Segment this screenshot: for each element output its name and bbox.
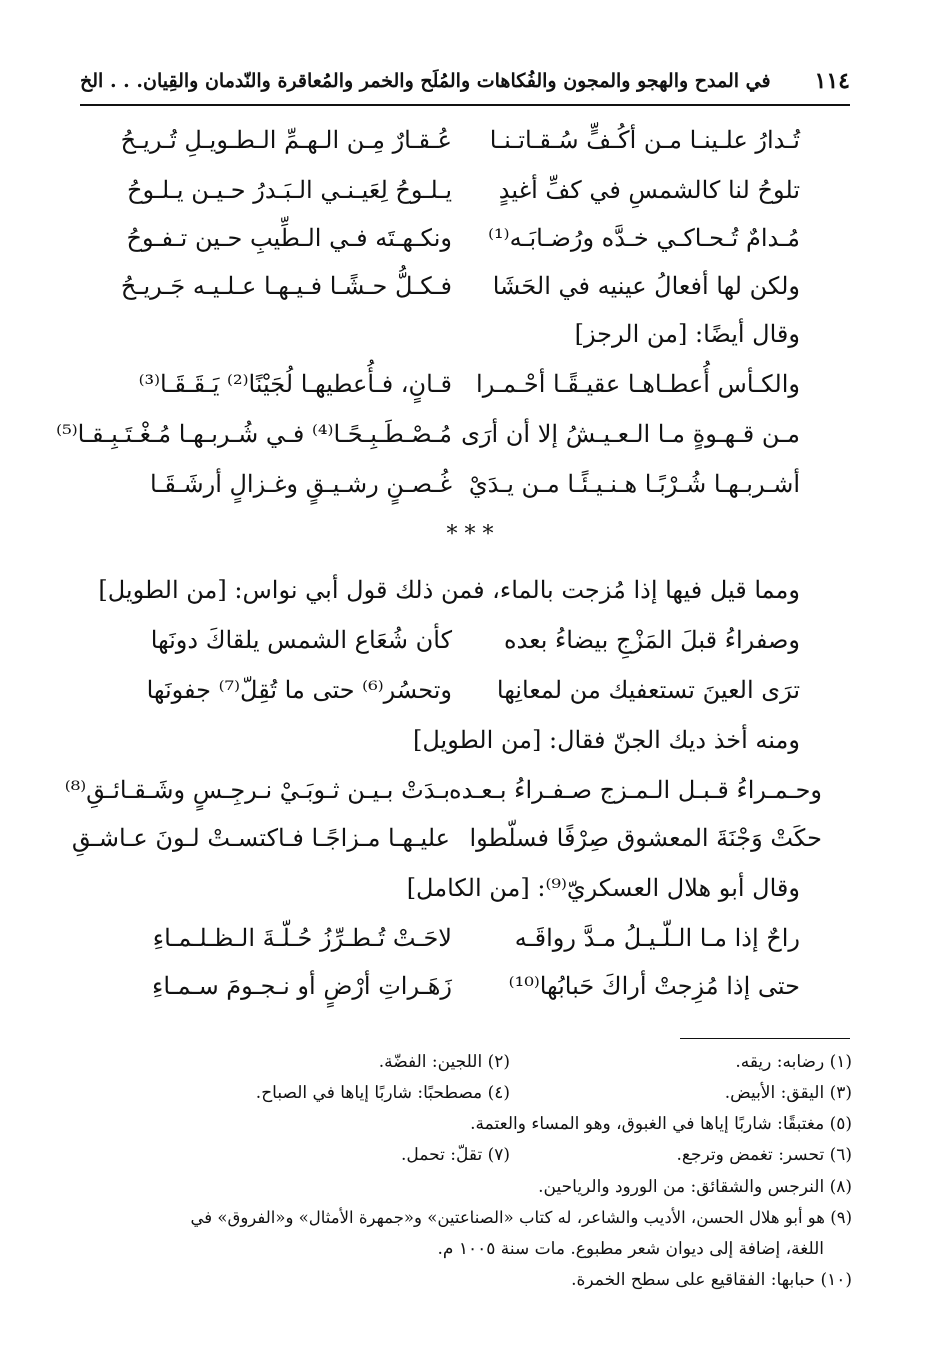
footnote-7: (٧) تقلّ: تحمل. [401, 1145, 510, 1165]
verse-right-hemistich: تُـدارُ علـينـا مـن أكُـفٍّ سُـقـاتـنـا [489, 126, 800, 154]
verse-left-hemistich: لاحَـتْ تُـطـرِّزُ حُـلّـةَ الـظـلـمـاءِ [152, 924, 452, 952]
footnote-10: (١٠) حبابها: الفقاقيع على سطح الخمرة. [571, 1270, 852, 1290]
verse-left-hemistich: وتحسُر⁽⁶⁾ حتى ما تُقِلّ⁽⁷⁾ جفونَها [146, 676, 452, 704]
footnote-4: (٤) مصطحبًا: شاربًا إياها في الصباح. [255, 1083, 510, 1103]
verse-left-hemistich: فـكـلُّ حـشًـا فـيـهـا عـلـيـه جَـريـحُ [120, 272, 452, 300]
footnote-rule [680, 1038, 850, 1039]
footnote-2: (٢) اللجين: الفضّة. [378, 1052, 510, 1072]
intro-line: ومما قيل فيها إذا مُزجت بالماء، فمن ذلك قول أبي نواس: [من الطويل] [98, 576, 800, 604]
footnote-9-continued: اللغة، إضافة إلى ديوان شعر مطبوع. مات سنة ١٠٠٥ م. [437, 1239, 824, 1259]
verse-left-hemistich: ونكـهـتَه فـي الـطِّيبِ حـين تـفـوحُ [126, 224, 452, 252]
verse-left-hemistich: زَهَـراتِ أرْضٍ أو نـجـومَ سـمـاءِ [152, 972, 452, 1000]
footnote-9: (٩) هو أبو هلال الحسن، الأديب والشاعر، له كتاب «الصناعتين» و«جمهرة الأمثال» و«الفروق» في [190, 1208, 852, 1227]
verse-right-hemistich: أشـربـهـا شُـرْبًـا هـنـيـئًـا مـن يـدَيْ [468, 470, 800, 498]
verse-right-hemistich: وحـمـراءُ قـبـل الـمـزج صـفـراءُ بـعـده [449, 776, 822, 804]
verse-right-hemistich: حكَتْ وَجْنَةَ المعشوق صِرْفًا فسلّطوا [469, 824, 822, 852]
footnote-1: (١) رضابه: ريقه. [735, 1052, 852, 1072]
intro-line: وقال أيضًا: [من الرجز] [574, 320, 800, 348]
footnote-6: (٦) تحسر: تغمض وترجع. [676, 1145, 852, 1165]
verse-right-hemistich: حتى إذا مُزِجتْ أراكَ حَبابُها⁽¹⁰⁾ [508, 972, 800, 1000]
footnote-8: (٨) النرجس والشقائق: من الورود والرياحين. [538, 1177, 852, 1197]
verse-left-hemistich: بـدَتْ بـيـن ثـوبَـيْ نـرجِـسٍ وشَـقـائـقِ⁽⁸⁾ [64, 776, 450, 804]
header-rule [80, 104, 850, 106]
verse-right-hemistich: مُـدامٌ تُـحـاكـي خـدَّه ورُضـابَـه⁽¹⁾ [488, 224, 800, 252]
intro-line: ومنه أخذ ديك الجنّ فقال: [من الطويل] [413, 726, 800, 754]
verse-left-hemistich: مُـصْـطَـبِـحًـا⁽⁴⁾ فـي شُـربـهـا مُـغْـتَـبِـقـا⁽⁵⁾ [56, 420, 452, 448]
intro-line: وقال أبو هلال العسكريّ⁽⁹⁾: [من الكامل] [406, 874, 800, 902]
verse-right-hemistich: ترَى العينَ تستعفيك من لمعانِها [496, 676, 800, 704]
verse-left-hemistich: قـانٍ، فـأُعطيهـا لُجَيْنًا⁽²⁾ يَـقَـقَـا⁽³⁾ [138, 370, 452, 398]
verse-left-hemistich: عليـهـا مـزاجًـا فـاكتسـتْ لـونَ عـاشـقِ [71, 824, 450, 852]
running-title: في المدح والهجو والمجون والفُكاهات والمُلَح والخمر والمُعاقرة والنّدمان والقِيان. . . الخ [80, 70, 771, 92]
footnote-5: (٥) مغتبقًا: شاربًا إياها في الغبوق، وهو المساء والعتمة. [470, 1114, 852, 1134]
verse-left-hemistich: غُـصـنٍ رشـيـقٍ وغـزالٍ أرشَـقَـا [149, 470, 452, 498]
verse-right-hemistich: وصفراءُ قبلَ المَزْجِ بيضاءُ بعده [503, 626, 800, 654]
verse-left-hemistich: كأن شُعَاع الشمس يلقاكَ دونَها [150, 626, 452, 654]
verse-right-hemistich: ولكن لها أفعالُ عينيه في الحَشَا [492, 272, 800, 300]
page-header [80, 62, 850, 102]
verse-right-hemistich: تلوحُ لنا كالشمسِ في كفِّ أغيدٍ [498, 176, 800, 204]
verse-right-hemistich: والكـأس أُعطـاهـا عقيـقًـا أحْـمـرا [476, 370, 800, 398]
page-number: ١١٤ [814, 68, 850, 94]
section-separator: * * * [446, 522, 494, 547]
footnote-3: (٣) اليقق: الأبيض. [724, 1083, 852, 1103]
verse-left-hemistich: يـلـوحُ لِعَيـنـي الـبَـدرُ حـيـن يـلـوحُ [127, 176, 452, 204]
verse-right-hemistich: مـن قـهـوةٍ مـا الـعـيـشُ إلا أن أرَى [461, 420, 800, 448]
verse-left-hemistich: عُـقـارٌ مِـن الـهـمِّ الـطـويـلِ تُـريـحُ [120, 126, 452, 154]
verse-right-hemistich: راحٌ إذا مـا الـلّـيـلُ مـدَّ رواقَـه [514, 924, 800, 952]
